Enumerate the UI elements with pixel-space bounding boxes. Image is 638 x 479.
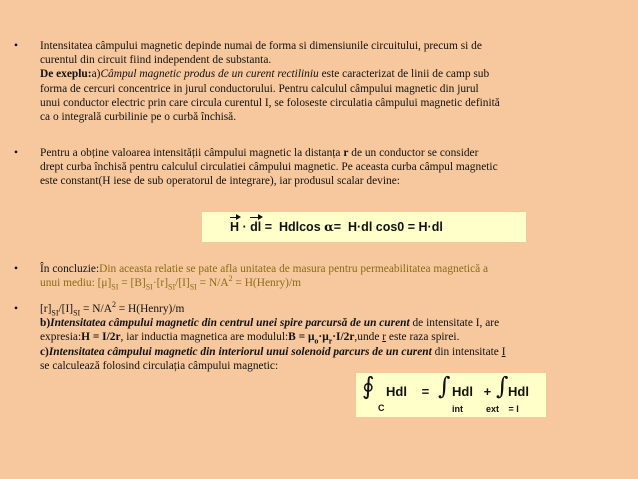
c-I: I	[501, 345, 506, 358]
p4-r: [r]	[40, 303, 52, 315]
expr-r: r	[382, 331, 387, 344]
formula1-alpha: α	[324, 218, 334, 234]
p2-line1	[40, 146, 618, 160]
sq-sup-1: 2	[228, 274, 233, 284]
p4-line1	[40, 302, 618, 316]
formula2-end: = I	[506, 404, 519, 414]
p3-henry: = H(Henry)/m	[232, 277, 301, 290]
c-label: c)	[40, 345, 49, 358]
p4-henry: = H(Henry)/m	[115, 303, 185, 315]
formula1-dot: ·	[239, 219, 251, 234]
c-title: Intensitatea câmpului magnetic din interiorul unui solenoid parcurs de un curent	[48, 345, 432, 358]
paragraph-4	[40, 302, 618, 373]
vector-H: H	[230, 219, 240, 234]
expr-end: este raza spirei.	[386, 331, 460, 344]
contour-integral-symbol: ∮	[362, 372, 375, 400]
formula2-hdl-2: Hdl	[452, 384, 473, 399]
int-sub: int	[452, 404, 463, 414]
p1-line6: ca o integrală curbilinie pe o curbă închisă.	[40, 111, 237, 124]
formula2-plus: +	[480, 384, 495, 399]
mu0-sub: o	[314, 336, 319, 346]
p3-line1	[40, 262, 618, 276]
distance-r: r	[343, 147, 349, 159]
b-rest: de intensitate I, are	[409, 317, 500, 330]
p2-line3: este constant(H iese de sub operatorul de integrare), iar produsul scalar devine:	[40, 175, 400, 188]
conclusion-label: În concluzie:	[40, 263, 100, 275]
ex-a: a)	[91, 68, 101, 81]
paragraph-1	[40, 39, 618, 124]
formula-circulation	[356, 373, 546, 417]
si-sub-2: SI	[145, 282, 153, 292]
contour-sub-c: C	[378, 403, 385, 413]
expr-mid: , iar inductia magnetica are modulul:	[120, 331, 289, 344]
p4-line2	[40, 316, 618, 330]
integral-symbol-ext: ∫	[496, 372, 509, 400]
c-rest: din intensitate	[431, 345, 502, 358]
formula1-rest2: = H·dl cos0 = H·dl	[333, 219, 443, 234]
sq-sup-2: 2	[111, 300, 116, 310]
p3-NA: = N/A	[196, 277, 229, 290]
p2-line1-pre: Pentru a obține valoarea intensității câmpului magnetic la distanța	[40, 147, 344, 159]
p1-line1: Intensitatea câmpului magnetic depinde numai de forma si dimensiunile circuitului, precum si de	[40, 40, 482, 52]
expr-B	[288, 331, 355, 346]
formula-scalar-product	[202, 212, 526, 242]
example-title: Câmpul magnetic produs de un curent rectiliniu	[100, 68, 319, 81]
p2-line1-post: de un conductor se consider	[348, 147, 479, 159]
formula2-hdl-3: Hdl	[508, 384, 529, 399]
expr-B-end: ·I/2r	[332, 331, 355, 344]
expr-H: H = I/2r	[81, 331, 121, 344]
p1-line4: forma de cercuri concentrice in jurul conductorului. Pentru calculul câmpului magnetic din jurul	[40, 82, 479, 95]
paragraph-2	[40, 146, 618, 189]
p3-line2	[40, 276, 618, 290]
p3-mu: unui mediu: [μ]	[40, 277, 112, 290]
p4-line5: se calculează folosind circulația câmpului magnetic:	[40, 359, 279, 372]
p3-r: ·[r]	[152, 277, 169, 290]
integral-symbol-int: ∫	[438, 372, 451, 400]
p1-line3	[40, 67, 618, 81]
p1-line2: curentul din circuit fiind independent de substanta.	[40, 54, 272, 67]
b-label: b)	[40, 317, 51, 330]
si-sub-5: SI	[51, 308, 59, 318]
b-title: Intensitatea câmpului magnetic din centrul unei spire parcursă de un curent	[50, 317, 410, 330]
p2-line2: drept curba închisă pentru calculul circulatiei câmpului magnetic. Pe aceasta curba câmpul magnetic	[40, 161, 498, 174]
expr-pre: expresia:	[40, 331, 82, 344]
mu-dot: ·μ	[318, 331, 329, 344]
p3-I: /[I]	[175, 277, 190, 290]
paragraph-3	[40, 262, 618, 290]
p4-I: /[I]	[58, 303, 74, 315]
p4-line3	[40, 330, 618, 344]
p3-olive1: Din aceasta relatie se pate afla unitatea de masura pentru permeabilitatea magnetică a	[99, 263, 489, 275]
expr-B-text: B = μ	[288, 331, 315, 344]
bullet-4: •	[14, 303, 18, 315]
si-sub-4: SI	[189, 282, 197, 292]
expr-unde: ,unde	[354, 331, 383, 344]
vector-dl: dl	[250, 219, 262, 234]
formula2-hdl-1: Hdl	[386, 384, 407, 399]
si-sub-1: SI	[111, 282, 119, 292]
p4-NA: = N/A	[80, 303, 112, 315]
bullet-3: •	[14, 263, 18, 275]
example-label: De exeplu:	[40, 68, 92, 81]
bullet-2: •	[14, 147, 18, 159]
p4-line4	[40, 345, 618, 359]
p1-line3-rest: este caracterizat de linii de camp sub	[318, 68, 490, 81]
formula2-eq-1: =	[418, 384, 433, 399]
p3-B: = [B]	[118, 277, 146, 290]
p1-line5: unui conductor electric prin care circula curentul I, se foloseste circulatia câmpului magnetic definită	[40, 96, 500, 109]
mur-sub: r	[328, 336, 333, 346]
formula1-rest: = Hdlcos	[261, 219, 325, 234]
si-sub-3: SI	[168, 282, 176, 292]
ext-sub: ext	[486, 404, 500, 414]
si-sub-6: SI	[73, 308, 81, 318]
bullet-1: •	[14, 40, 18, 52]
